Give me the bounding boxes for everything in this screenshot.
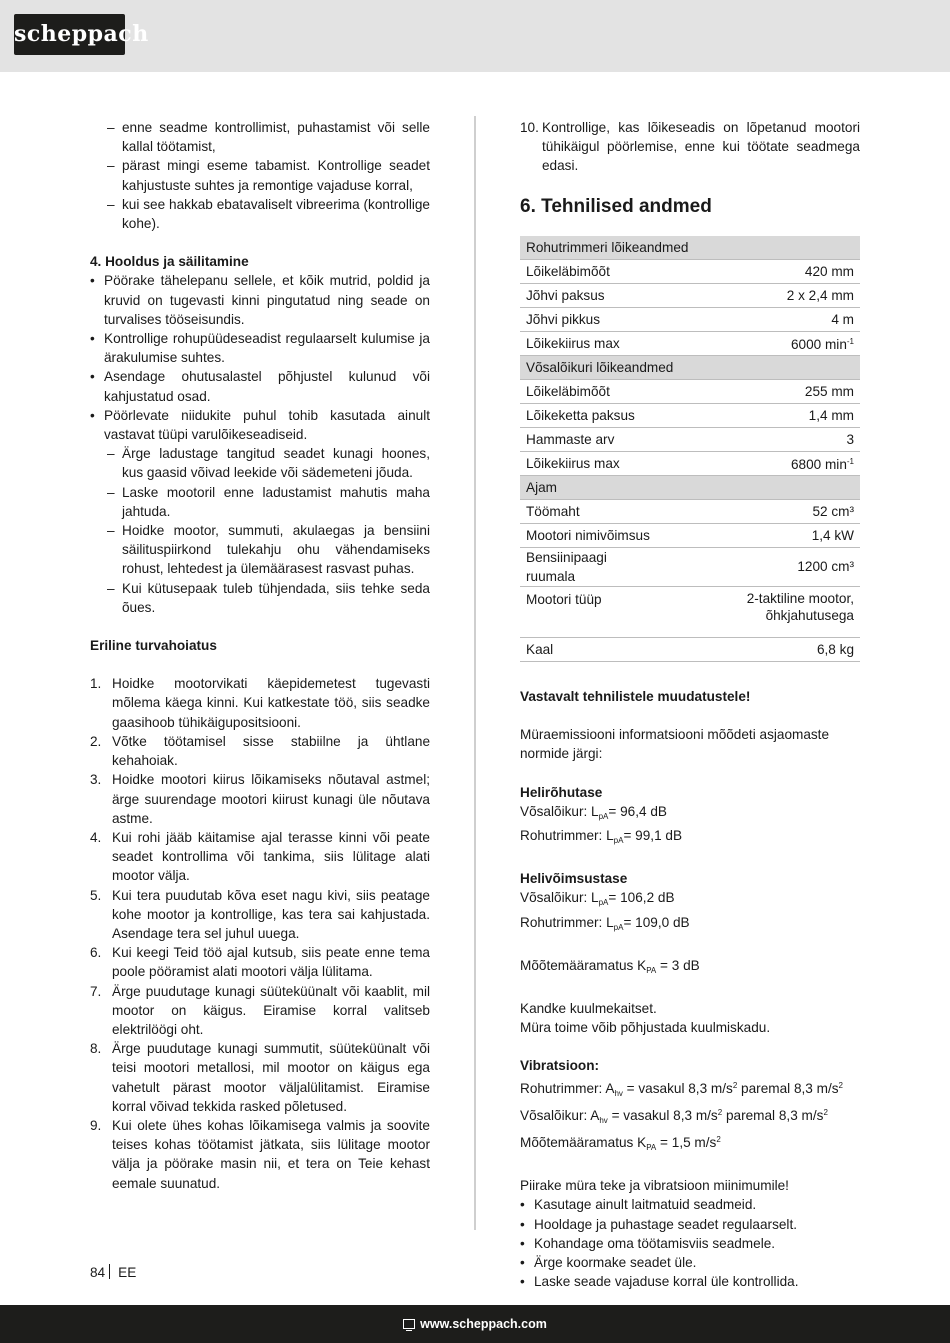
language-code: EE [118,1265,137,1280]
bullet-item: • Asendage ohutusalastel põhjustel kulunud või kahjustatud osad. [90,367,430,405]
column-divider [474,116,476,1230]
limit-noise-intro: Piirake müra teke ja vibratsioon miinimumile! [520,1178,789,1194]
sound-power-line: Rohutrimmer: $L_{pA}= 109,0$ dB [520,914,690,932]
page-number: 84 [90,1265,106,1280]
table-row: Hammaste arv 3 [520,427,860,451]
numbered-item: 2. Võtke töötamisel sisse stabiilne ja ühtlane kehahoiak. [90,733,430,769]
noise-intro: Müraemissiooni informatsiooni mõõdeti asjaomaste normide järgi: [520,727,830,762]
table-row: Lõikeläbimõõt 255 mm [520,379,860,403]
heading-sound-pressure: Helirõhutase [520,784,603,800]
header-band [0,0,950,72]
technical-data-table [520,236,860,662]
footer-separator [109,1264,110,1279]
dash-item: – Ärge ladustage tangitud seadet kunagi hoones, kus gaasid võivad leekide või sädemeteni jõuda. [90,444,430,482]
left-column [90,118,430,1193]
dash-item: – Laske mootoril enne ladustamist mahutis maha jahtuda. [90,483,430,521]
vibration-line: Mõõtemääramatus $K_{PA} = 1,5$ $m/s^2$ [520,1135,721,1153]
dash-item: – enne seadme kontrollimist, puhastamist või selle kallal töötamist, [90,118,430,156]
table-row: Mootori nimivõimsus 1,4 kW [520,523,860,547]
dash-item: – Kui kütusepaak tuleb tühjendada, siis tehke seda õues. [90,579,430,617]
bullet-item: • Ärge koormake seadet üle. [520,1253,860,1272]
table-row: Lõikeläbimõõt 420 mm [520,259,860,283]
table-section-row: Võsalõikuri lõikeandmed [520,355,860,379]
table-row: Töömaht 52 cm³ [520,499,860,523]
vibration-line: Võsalõikur: $A_{hv}$ = vasakul 8,3 $m/s^2$ paremal 8,3 $m/s^2$ [520,1107,828,1125]
numbered-item: 7. Ärge puudutage kunagi süüteküünalt või kaablit, mil mootor on käigus. Eiramise korral valitseb elektrilöögi oht. [90,983,430,1037]
heading-sound-power: Helivõimsustase [520,871,628,887]
numbered-item: 1. Hoidke mootorvikati käepidemetest tugevasti mõlema käega kinni. Kui katkestate töö, siis seadke gaasihoob tühikäigupositsiooni. [90,676,430,730]
sound-pressure-line: Rohutrimmer: $L_{pA}= 99,1$ dB [520,828,683,846]
numbered-item: 3. Hoidke mootori kiirus lõikamiseks nõutaval astmel; ärge suurendage mootori kiirust kunagi üle nõutava astme. [90,772,430,826]
bullet-item: • Laske seade vajaduse korral üle kontrollida. [520,1272,860,1291]
dash-item: – pärast mingi eseme tabamist. Kontrollige seadet kahjustuste suhtes ja remontige vajaduse korral, [90,156,430,194]
hearing-protection-note: Kandke kuulmekaitset. [520,1001,657,1017]
table-row: Mootori tüüp 2-taktiline mootor, õhkjahutusega [520,587,860,638]
bullet-item: • Pöörlevate niidukite puhul tohib kasutada ainult vastavat tüüpi varulõikeseadiseid. [90,406,430,444]
vibration-line: Rohutrimmer: $A_{hv}$ = vasakul 8,3 $m/s^2$ paremal 8,3 $m/s^2$ [520,1080,843,1098]
scheppach-logo: scheppach [14,14,125,55]
bullet-item: • Kontrollige rohupüüdeseadist regulaarselt kulumise ja ärakulumise suhtes. [90,329,430,367]
section-heading-technical-data: 6. Tehnilised andmed [520,195,712,217]
dash-item: – Hoidke mootor, summuti, akulaegas ja bensiini säilituspiirkond tulekahju ohu vähendamiseks rohust, lehtedest ja ülemäärasest rasvast puhas. [90,521,430,579]
table-row: Jõhvi paksus 2 x 2,4 mm [520,283,860,307]
table-section-row: Rohutrimmeri lõikeandmed [520,236,860,260]
table-row: Lõikekiirus max 6000 $\min^{-1}$ [520,331,860,355]
table-row: Jõhvi pikkus 4 m [520,307,860,331]
dash-item: – kui see hakkab ebatavaliselt vibreerima (kontrollige kohe). [90,195,430,233]
numbered-item: 8. Ärge puudutage kunagi summutit, süüteküünalt või teisi mootori metallosi, mil mootor on käigus ega vahetult pärast mootor väljalülitamist. Eiramise korral võivad tekkida rasked põletused. [90,1041,430,1114]
table-row: Lõikeketta paksus 1,4 mm [520,403,860,427]
hearing-loss-note: Müra toime võib põhjustada kuulmiskadu. [520,1020,771,1036]
bullet-item: • Kohandage oma töötamisviis seadmele. [520,1234,860,1253]
page-footer-info [90,1264,136,1280]
numbered-item: 6. Kui keegi Teid töö ajal kutsub, siis peate enne tema poole pööramist alati mootori välja lülitama. [90,945,430,980]
sound-power-line: Võsalõikur: $L_{pA}= 106,2$ dB [520,890,675,908]
heading-vibration: Vibratsioon: [520,1058,600,1074]
table-row: Bensiinipaagi ruumala 1200 cm³ [520,547,860,586]
measurement-uncertainty: Mõõtemääramatus $K_{PA} = 3$ dB [520,957,700,975]
footer-band [0,1305,950,1343]
section-heading-special-safety: Eriline turvahoiatus [90,638,217,654]
numbered-item: 4. Kui rohi jääb käitamise ajal terasse kinni või peate seadet kontrollima või tankima, siis lülitage alati mootor välja. [90,829,430,884]
numbered-item: 5. Kui tera puudutab kõva eset nagu kivi, siis peatage kohe mootor ja kontrollige, kas tera sai kahjustada. Asendage tera sel juhul uuega. [90,887,430,941]
section-heading-maintenance: 4. Hooldus ja säilitamine [90,254,249,270]
bullet-item: • Hooldage ja puhastage seadet regulaarselt. [520,1215,860,1234]
bullet-item: • Kasutage ainult laitmatuid seadmeid. [520,1195,860,1214]
bullet-item: • Pöörake tähelepanu sellele, et kõik mutrid, poldid ja kruvid on tugevasti kinni pingutatud ning seade on turvalises tööseisundis. [90,271,430,329]
table-section-row: Ajam [520,475,860,499]
numbered-item: 10. Kontrollige, kas lõikeseadis on lõpetanud mootori tühikäigul pöörlemise, enne kui töötate seadmega edasi. [520,120,860,174]
right-column [520,118,860,1291]
table-row: Kaal 6,8 kg [520,638,860,662]
numbered-item: 9. Kui olete ühes kohas lõikamisega valmis ja soovite teises kohas töötamist jätkata, siis lülitage mootor välja ja pöörake masin nii, et tera on Teie kehast eemale suunatud. [90,1117,430,1191]
sound-pressure-line: Võsalõikur: $L_{pA}= 96,4$ dB [520,803,667,821]
table-row: Lõikekiirus max 6800 $\min^{-1}$ [520,451,860,475]
monitor-icon [403,1319,415,1329]
website-link[interactable]: www.scheppach.com [420,1317,547,1331]
tech-changes-note: Vastavalt tehnilistele muudatustele! [520,689,751,705]
